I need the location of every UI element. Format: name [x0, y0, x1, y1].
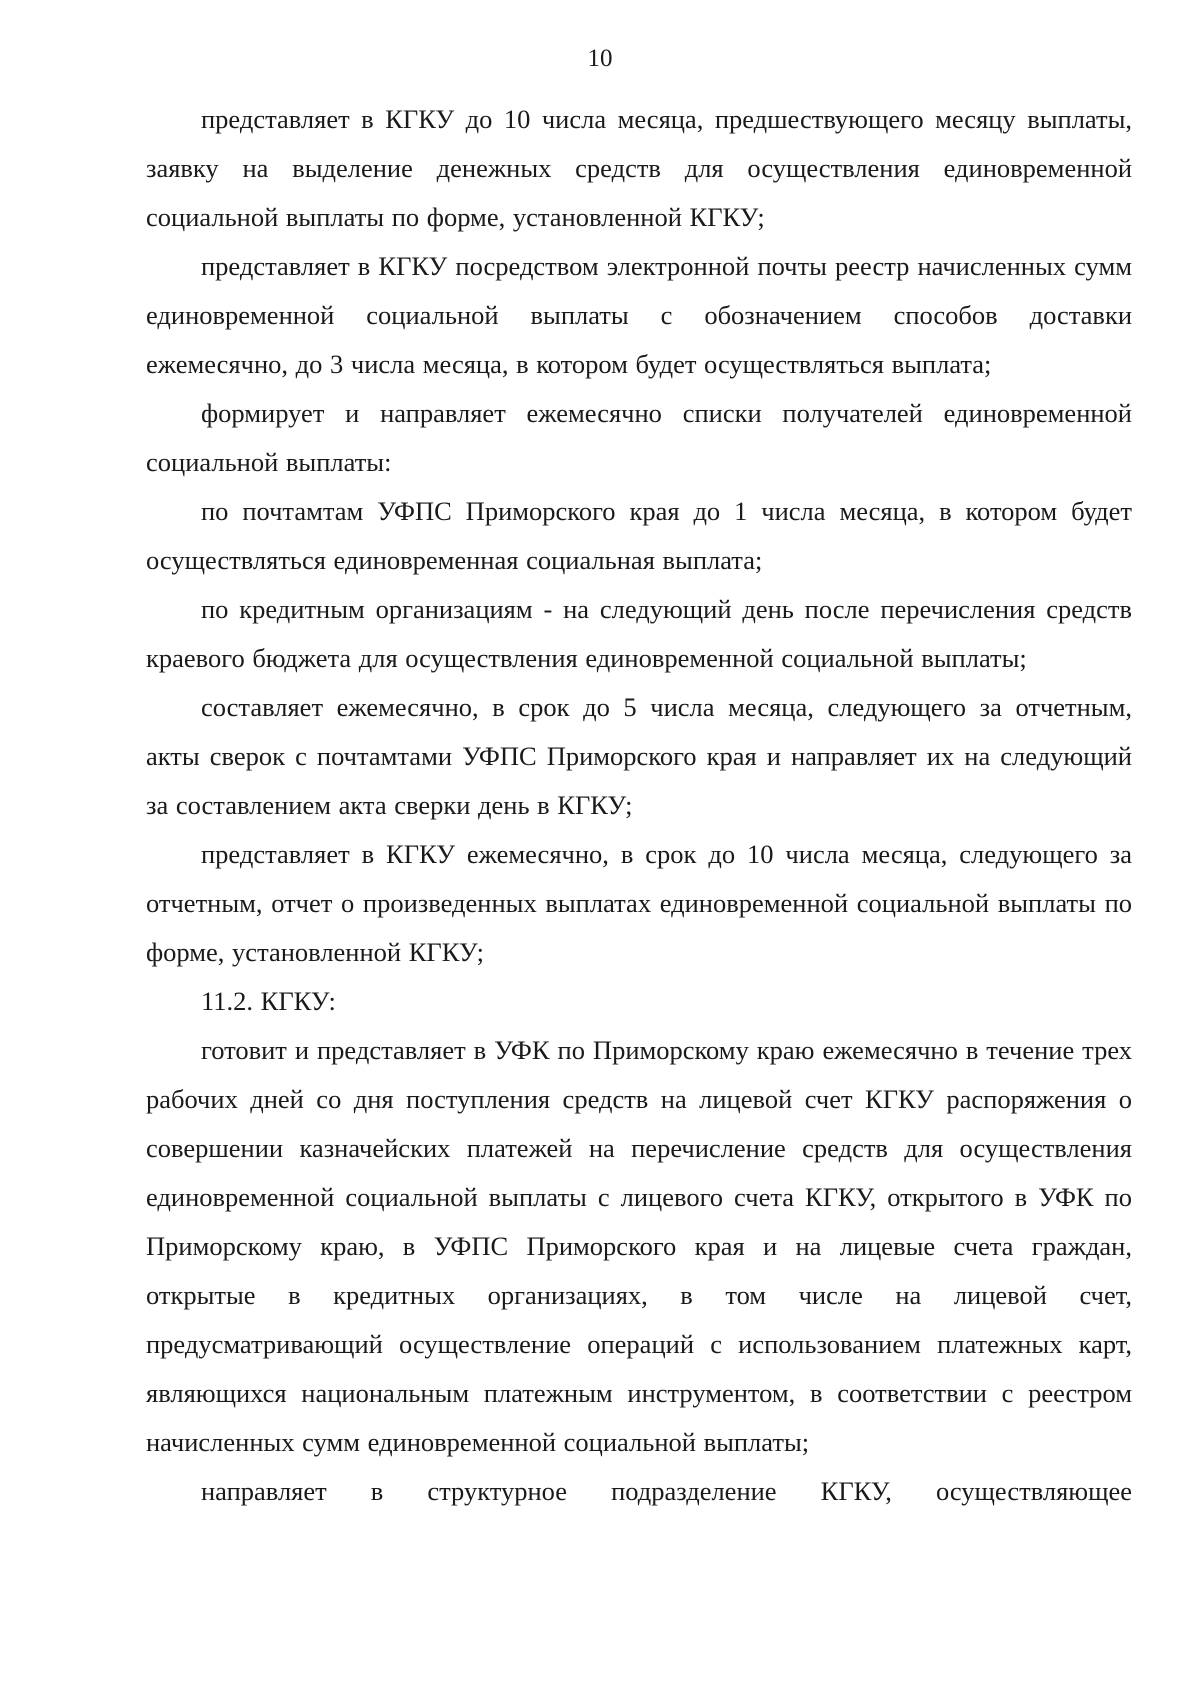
- paragraph: представляет в КГКУ посредством электронной почты реестр начисленных сумм единовременной социальной выплаты с обозначением способов доставки ежемесячно, до 3 числа месяца, в котором будет осуществляться выплата;: [146, 251, 1132, 379]
- page-number: 10: [587, 45, 613, 72]
- paragraph: по почтамтам УФПС Приморского края до 1 числа месяца, в котором будет осуществляться единовременная социальная выплата;: [146, 496, 1132, 575]
- paragraph: готовит и представляет в УФК по Приморскому краю ежемесячно в течение трех рабочих дней со дня поступления средств на лицевой счет КГКУ распоряжения о совершении казначейских платежей на перечисление средств для осуществления единовременной социальной выплаты с лицевого счета КГКУ, открытого в УФК по Приморскому краю, в УФПС Приморского края и на лицевые счета граждан, открытые в кредитных организациях, в том числе на лицевой счет, предусматривающий осуществление операций с использованием платежных карт, являющихся национальным платежным инструментом, в соответствии с реестром начисленных сумм единовременной социальной выплаты;: [146, 1035, 1132, 1457]
- paragraph: направляет в структурное подразделение КГКУ, осуществляющее: [201, 1476, 1132, 1506]
- paragraph: формирует и направляет ежемесячно списки получателей единовременной социальной выплаты:: [146, 398, 1132, 477]
- paragraph: представляет в КГКУ до 10 числа месяца, предшествующего месяцу выплаты, заявку на выделение денежных средств для осуществления единовременной социальной выплаты по форме, установленной КГКУ;: [146, 104, 1132, 232]
- document-body: [146, 95, 1132, 1516]
- paragraph: составляет ежемесячно, в срок до 5 числа месяца, следующего за отчетным, акты сверок с почтамтами УФПС Приморского края и направляет их на следующий за составлением акта сверки день в КГКУ;: [146, 692, 1132, 820]
- section-heading: 11.2. КГКУ:: [201, 986, 336, 1016]
- paragraph: представляет в КГКУ ежемесячно, в срок до 10 числа месяца, следующего за отчетным, отчет о произведенных выплатах единовременной социальной выплаты по форме, установленной КГКУ;: [146, 839, 1132, 967]
- paragraph: по кредитным организациям - на следующий день после перечисления средств краевого бюджета для осуществления единовременной социальной выплаты;: [146, 594, 1132, 673]
